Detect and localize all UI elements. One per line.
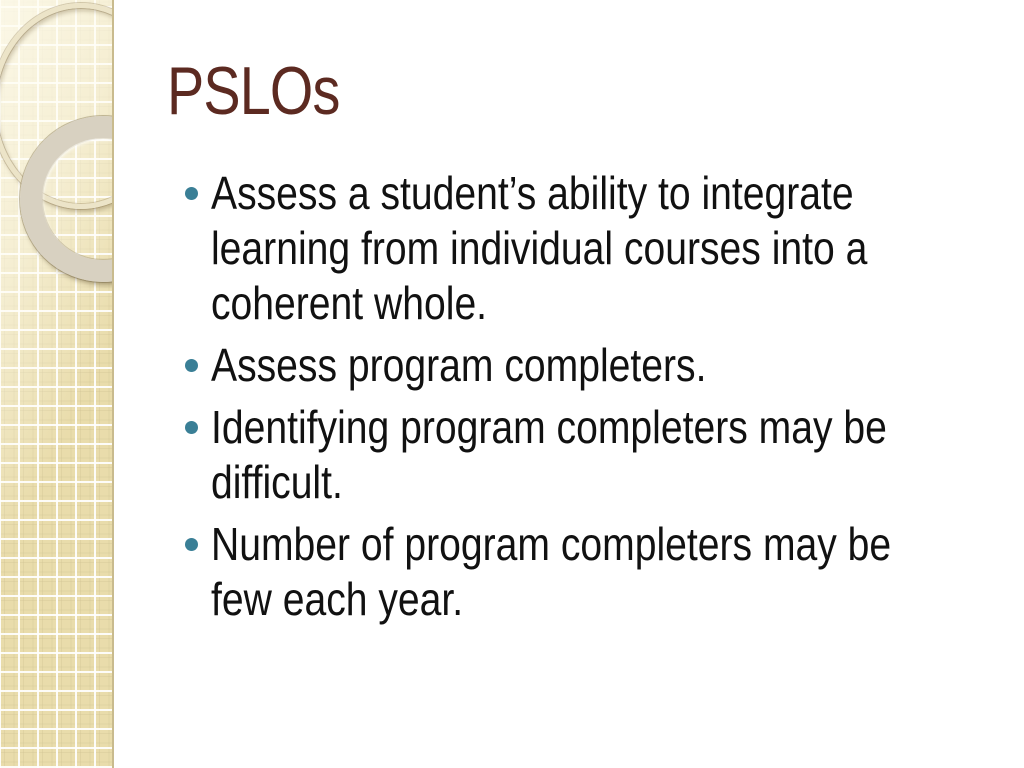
bullet-text: [211, 517, 1004, 627]
bullet-text: [211, 338, 1004, 393]
slide-title: PSLOs: [167, 53, 340, 129]
bullet-line: coherent whole.: [211, 277, 488, 329]
bullet-line: learning from individual courses into a: [211, 222, 868, 274]
decorative-sidebar: [0, 0, 114, 768]
bullet-line: Number of program completers may be: [211, 518, 892, 570]
bullet-line: Assess a student’s ability to integrate: [211, 167, 854, 219]
bullet-icon: [185, 538, 198, 551]
bullet-icon: [185, 187, 198, 200]
bullet-item: [185, 400, 1004, 510]
bullet-text: [211, 166, 1004, 331]
bullet-item: [185, 166, 1004, 331]
bullet-icon: [185, 359, 198, 372]
bullet-line: difficult.: [211, 456, 343, 508]
bullet-line: few each year.: [211, 573, 464, 625]
bullet-line: Assess program completers.: [211, 339, 707, 391]
bullet-text: [211, 400, 1004, 510]
bullet-item: [185, 517, 1004, 627]
bullet-list: [185, 166, 1004, 627]
bullet-line: Identifying program completers may be: [211, 401, 887, 453]
bullet-icon: [185, 421, 198, 434]
bullet-item: [185, 338, 1004, 393]
